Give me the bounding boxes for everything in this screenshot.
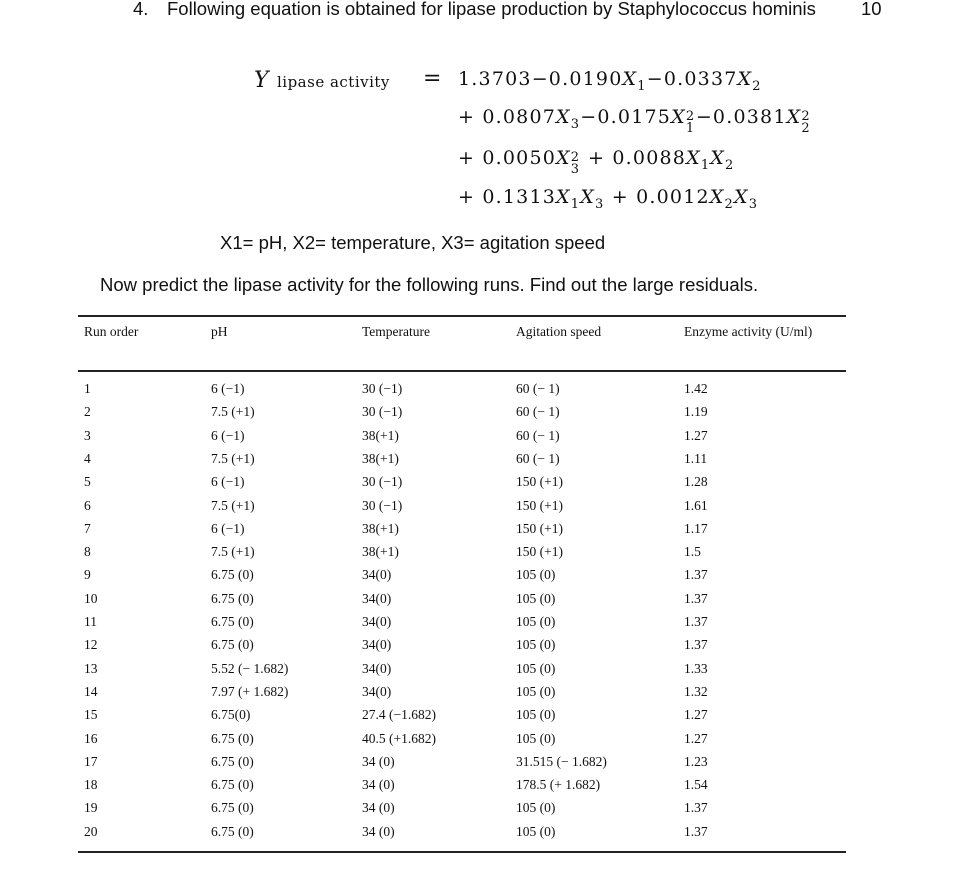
cell-ph: 7.5 (+1) — [211, 450, 255, 466]
cell-ph: 6.75 (0) — [211, 753, 254, 769]
cell-ph: 6.75 (0) — [211, 777, 254, 793]
cell-temperature: 34(0) — [362, 590, 392, 606]
cell-ph: 6.75 (0) — [211, 637, 254, 653]
cell-run-order: 13 — [84, 660, 98, 676]
cell-enzyme-activity: 1.33 — [684, 660, 708, 676]
equation-term: + 0.0050X 2 3 — [458, 147, 581, 177]
cell-agitation-speed: 60 (− 1) — [516, 404, 560, 420]
equation-line-3 — [458, 147, 735, 177]
cell-agitation-speed: 105 (0) — [516, 660, 556, 676]
cell-temperature: 30 (−1) — [362, 497, 403, 513]
cell-ph: 7.5 (+1) — [211, 544, 255, 560]
cell-temperature: 40.5 (+1.682) — [362, 730, 436, 746]
cell-temperature: 27.4 (−1.682) — [362, 707, 436, 723]
cell-agitation-speed: 105 (0) — [516, 567, 556, 583]
equation-line-4 — [458, 186, 758, 212]
cell-temperature: 34(0) — [362, 567, 392, 583]
equation-term: + $0.0807X_3$ — [458, 106, 581, 132]
header-agitation-speed: Agitation speed — [516, 324, 602, 339]
table-bottom-rule — [78, 851, 846, 853]
cell-ph: 6.75 (0) — [211, 614, 254, 629]
equation-term: + $0.0012X_2X_3$ — [611, 186, 759, 212]
cell-enzyme-activity: 1.19 — [684, 404, 708, 420]
instruction-text: Now predict the lipase activity for the following runs. Find out the large residuals. — [100, 274, 759, 295]
cell-ph: 7.5 (+1) — [211, 497, 255, 513]
cell-temperature: 38(+1) — [362, 450, 399, 466]
equation-lhs — [254, 68, 390, 93]
table-top-rule — [78, 315, 846, 317]
cell-agitation-speed: 150 (+1) — [516, 474, 563, 490]
cell-ph: 6.75 (0) — [211, 590, 254, 606]
cell-agitation-speed: 178.5 (+ 1.682) — [516, 777, 601, 793]
equation-term: + $0.1313X_1X_3$ — [458, 186, 605, 212]
equation-term: $-0.0190X_1$ — [531, 68, 647, 94]
cell-run-order: 4 — [84, 450, 91, 466]
cell-run-order: 2 — [84, 404, 91, 420]
cell-run-order: 18 — [84, 777, 98, 793]
cell-temperature: 38(+1) — [362, 544, 399, 560]
cell-enzyme-activity: 1.54 — [684, 777, 708, 793]
cell-enzyme-activity: 1.37 — [684, 614, 708, 629]
cell-enzyme-activity: 1.37 — [684, 800, 708, 816]
cell-temperature: 34(0) — [362, 660, 392, 676]
cell-run-order: 3 — [84, 427, 91, 443]
cell-temperature: 34(0) — [362, 614, 392, 629]
cell-agitation-speed: 105 (0) — [516, 637, 556, 653]
cell-temperature: 34 (0) — [362, 753, 395, 769]
cell-enzyme-activity: 1.37 — [684, 567, 708, 583]
cell-ph: 6.75 (0) — [211, 730, 254, 746]
cell-agitation-speed: 150 (+1) — [516, 544, 563, 560]
cell-agitation-speed: 60 (− 1) — [516, 427, 560, 443]
cell-enzyme-activity: 1.27 — [684, 427, 708, 443]
cell-run-order: 20 — [84, 823, 98, 839]
cell-run-order: 6 — [84, 497, 91, 513]
cell-run-order: 5 — [84, 474, 91, 490]
cell-enzyme-activity: 1.37 — [684, 637, 708, 653]
header-ph: pH — [211, 324, 228, 339]
cell-ph: 6 (−1) — [211, 474, 245, 490]
cell-run-order: 1 — [84, 381, 91, 396]
cell-agitation-speed: 105 (0) — [516, 730, 556, 746]
cell-run-order: 15 — [84, 707, 98, 723]
cell-run-order: 8 — [84, 544, 91, 560]
cell-agitation-speed: 105 (0) — [516, 614, 556, 629]
cell-enzyme-activity: 1.32 — [684, 683, 708, 699]
cell-run-order: 14 — [84, 683, 98, 699]
cell-run-order: 12 — [84, 637, 98, 653]
cell-ph: 6 (−1) — [211, 520, 245, 536]
header-run-order: Run order — [84, 324, 139, 339]
header-enzyme-activity: Enzyme activity (U/ml) — [684, 324, 813, 339]
cell-agitation-speed: 150 (+1) — [516, 497, 563, 513]
cell-run-order: 7 — [84, 520, 91, 536]
cell-temperature: 34 (0) — [362, 800, 395, 816]
cell-run-order: 16 — [84, 730, 98, 746]
cell-enzyme-activity: 1.28 — [684, 474, 708, 490]
cell-temperature: 38(+1) — [362, 520, 399, 536]
question-text: Following equation is obtained for lipase production by Staphylococcus hominis — [167, 0, 816, 19]
cell-enzyme-activity: 1.27 — [684, 730, 708, 746]
cell-agitation-speed: 105 (0) — [516, 683, 556, 699]
cell-run-order: 17 — [84, 753, 98, 769]
cell-run-order: 11 — [84, 614, 97, 629]
cell-run-order: 10 — [84, 590, 98, 606]
cell-enzyme-activity: 1.37 — [684, 590, 708, 606]
cell-agitation-speed: 150 (+1) — [516, 520, 563, 536]
cell-temperature: 30 (−1) — [362, 474, 403, 490]
variable-definitions: X1= pH, X2= temperature, X3= agitation speed — [220, 232, 606, 253]
cell-enzyme-activity: 1.11 — [684, 450, 708, 466]
cell-temperature: 30 (−1) — [362, 381, 403, 396]
cell-enzyme-activity: 1.5 — [684, 544, 701, 560]
equation-response-symbol: Y — [254, 68, 270, 93]
header-temperature: Temperature — [362, 324, 431, 339]
cell-agitation-speed: 31.515 (− 1.682) — [516, 753, 607, 769]
equation-equals-sign: = — [423, 66, 443, 91]
equation-term: 1.3703 — [458, 68, 532, 90]
cell-ph: 7.97 (+ 1.682) — [211, 683, 289, 699]
equation-line-1 — [458, 68, 762, 94]
cell-ph: 6.75 (0) — [211, 567, 254, 583]
cell-agitation-speed: 105 (0) — [516, 823, 556, 839]
cell-agitation-speed: 60 (− 1) — [516, 450, 560, 466]
cell-enzyme-activity: 1.23 — [684, 753, 708, 769]
cell-run-order: 19 — [84, 800, 98, 816]
equation-line-2 — [458, 106, 811, 136]
cell-ph: 6.75(0) — [211, 707, 251, 723]
equation-term: −0.0175X 2 1 — [580, 106, 696, 136]
cell-enzyme-activity: 1.27 — [684, 707, 708, 723]
question-marks: 10 — [861, 0, 882, 19]
question-heading — [133, 0, 882, 20]
cell-agitation-speed: 105 (0) — [516, 707, 556, 723]
cell-temperature: 34(0) — [362, 637, 392, 653]
cell-temperature: 30 (−1) — [362, 404, 403, 420]
question-number: 4. — [133, 0, 149, 19]
equation-term: −0.0381X 2 2 — [695, 106, 811, 136]
cell-enzyme-activity: 1.61 — [684, 497, 708, 513]
cell-enzyme-activity: 1.37 — [684, 823, 708, 839]
equation-response-subscript: lipase activity — [276, 73, 390, 91]
cell-agitation-speed: 60 (− 1) — [516, 381, 560, 396]
cell-temperature: 34(0) — [362, 683, 392, 699]
equation-term: + $0.0088X_1X_2$ — [588, 147, 735, 173]
cell-run-order: 9 — [84, 567, 91, 583]
equation-term: $-0.0337X_2$ — [646, 68, 762, 94]
cell-ph: 7.5 (+1) — [211, 404, 255, 420]
cell-ph: 6.75 (0) — [211, 800, 254, 816]
table-header-rule — [78, 370, 846, 372]
cell-temperature: 34 (0) — [362, 823, 395, 839]
cell-agitation-speed: 105 (0) — [516, 590, 556, 606]
cell-temperature: 34 (0) — [362, 777, 395, 793]
cell-agitation-speed: 105 (0) — [516, 800, 556, 816]
cell-enzyme-activity: 1.17 — [684, 520, 708, 536]
cell-ph: 5.52 (− 1.682) — [211, 660, 289, 676]
cell-temperature: 38(+1) — [362, 427, 399, 443]
cell-ph: 6 (−1) — [211, 427, 245, 443]
cell-ph: 6.75 (0) — [211, 823, 254, 839]
cell-ph: 6 (−1) — [211, 381, 245, 396]
cell-enzyme-activity: 1.42 — [684, 381, 708, 396]
